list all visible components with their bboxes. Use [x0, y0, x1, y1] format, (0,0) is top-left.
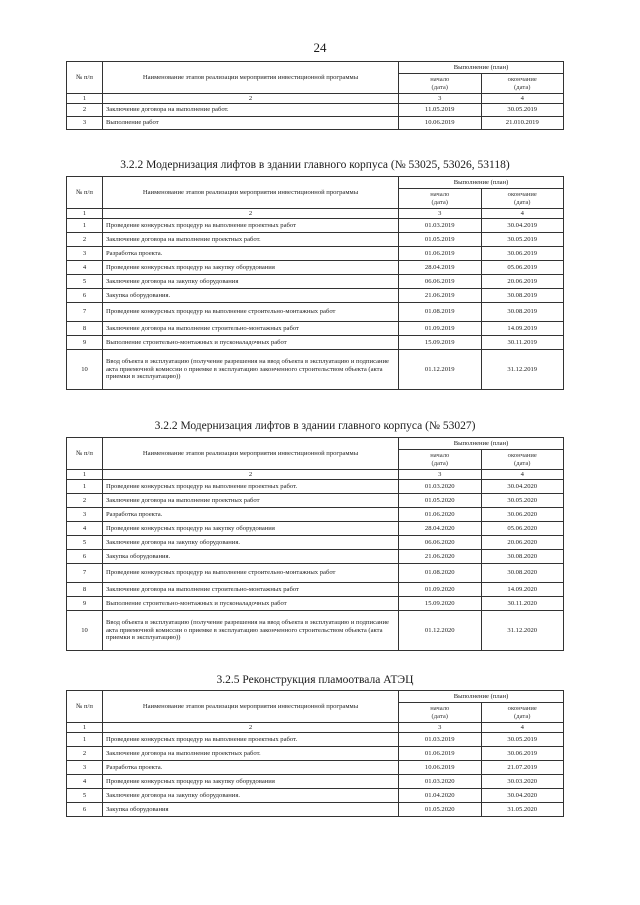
end-date: 21.07.2019	[481, 761, 564, 775]
table-row	[67, 117, 564, 130]
header-name: Наименование этапов реализации мероприятия инвестиционной программы	[103, 62, 399, 94]
stage-name: Выполнение работ	[103, 117, 399, 130]
stage-name: Проведение конкурсных процедур на закупку оборудования	[103, 522, 399, 536]
header-end-label: окончание	[507, 704, 537, 712]
end-date: 30.05.2019	[481, 733, 564, 747]
header-end	[481, 450, 564, 470]
row-number: 2	[67, 494, 103, 508]
column-number: 4	[481, 209, 564, 219]
table-row	[67, 233, 564, 247]
start-date: 01.12.2020	[399, 611, 482, 651]
header-start	[399, 189, 482, 209]
start-date: 01.03.2020	[399, 480, 482, 494]
header-start	[399, 74, 482, 94]
start-date: 28.04.2019	[399, 261, 482, 275]
stage-name: Заключение договора на выполнение строительно-монтажных работ	[103, 322, 399, 336]
column-number: 2	[103, 209, 399, 219]
row-number: 8	[67, 583, 103, 597]
stage-name: Заключение договора на выполнение проектных работ	[103, 494, 399, 508]
start-date: 01.03.2020	[399, 775, 482, 789]
end-date: 30.08.2020	[481, 564, 564, 583]
column-number-row	[67, 209, 564, 219]
row-number: 5	[67, 789, 103, 803]
end-date: 30.06.2019	[481, 747, 564, 761]
table-row	[67, 104, 564, 117]
column-number: 2	[103, 94, 399, 104]
table-row	[67, 275, 564, 289]
column-number: 2	[103, 470, 399, 480]
column-number: 3	[399, 723, 482, 733]
start-date: 01.12.2019	[399, 350, 482, 390]
start-date: 21.06.2020	[399, 550, 482, 564]
end-date: 20.06.2019	[481, 275, 564, 289]
end-date: 31.12.2019	[481, 350, 564, 390]
stage-name: Ввод объекта в эксплуатацию (получение разрешения на ввод объекта в эксплуатацию и подписание акта приемочной комиссии о приемке в эксплуатацию законченного строительством объекта (акта приемки в эксплуатацию))	[103, 350, 399, 390]
row-number: 5	[67, 536, 103, 550]
start-date: 01.09.2019	[399, 322, 482, 336]
start-date: 15.09.2020	[399, 597, 482, 611]
end-date: 30.11.2020	[481, 597, 564, 611]
row-number: 8	[67, 322, 103, 336]
header-end	[481, 189, 564, 209]
column-number: 1	[67, 209, 103, 219]
table-row	[67, 522, 564, 536]
table-row	[67, 583, 564, 597]
row-number: 9	[67, 597, 103, 611]
row-number: 1	[67, 219, 103, 233]
end-date: 21.010.2019	[481, 117, 564, 130]
header-name: Наименование этапов реализации мероприятия инвестиционной программы	[103, 438, 399, 470]
stage-name: Закупка оборудования.	[103, 550, 399, 564]
header-execution: Выполнение (план)	[399, 62, 564, 74]
table-row	[67, 494, 564, 508]
stage-name: Проведение конкурсных процедур на выполнение строительно-монтажных работ	[103, 303, 399, 322]
schedule-table-continued	[66, 61, 564, 130]
stage-name: Заключение договора на выполнение строительно-монтажных работ	[103, 583, 399, 597]
table-row	[67, 611, 564, 651]
header-end-label: окончание	[507, 190, 537, 198]
start-date: 01.05.2019	[399, 233, 482, 247]
column-number: 1	[67, 723, 103, 733]
row-number: 1	[67, 480, 103, 494]
row-number: 2	[67, 104, 103, 117]
table-row	[67, 803, 564, 817]
stage-name: Закупка оборудования.	[103, 289, 399, 303]
header-name: Наименование этапов реализации мероприятия инвестиционной программы	[103, 691, 399, 723]
row-number: 6	[67, 550, 103, 564]
header-name: Наименование этапов реализации мероприятия инвестиционной программы	[103, 177, 399, 209]
header-execution: Выполнение (план)	[399, 438, 564, 450]
header-end-date: (дата)	[514, 712, 531, 720]
header-end-label: окончание	[507, 75, 537, 83]
row-number: 9	[67, 336, 103, 350]
table-row	[67, 336, 564, 350]
end-date: 30.08.2019	[481, 289, 564, 303]
row-number: 5	[67, 275, 103, 289]
end-date: 30.06.2019	[481, 247, 564, 261]
end-date: 30.04.2020	[481, 480, 564, 494]
end-date: 30.06.2020	[481, 508, 564, 522]
stage-name: Проведение конкурсных процедур на закупку оборудования	[103, 775, 399, 789]
end-date: 30.08.2019	[481, 303, 564, 322]
end-date: 14.09.2020	[481, 583, 564, 597]
header-start-date: (дата)	[431, 459, 448, 467]
header-row	[67, 691, 564, 703]
table-row	[67, 508, 564, 522]
section-title-lifts-53025: 3.2.2 Модернизация лифтов в здании главного корпуса (№ 53025, 53026, 53118)	[120, 159, 510, 171]
start-date: 01.06.2019	[399, 247, 482, 261]
row-number: 6	[67, 289, 103, 303]
stage-name: Заключение договора на выполнение проектных работ.	[103, 747, 399, 761]
header-row	[67, 438, 564, 450]
table-row	[67, 289, 564, 303]
table-row	[67, 219, 564, 233]
column-number: 3	[399, 94, 482, 104]
row-number: 3	[67, 508, 103, 522]
header-start-label: начало	[430, 75, 450, 83]
row-number: 6	[67, 803, 103, 817]
stage-name: Проведение конкурсных процедур на закупку оборудования	[103, 261, 399, 275]
table-row	[67, 536, 564, 550]
table-row	[67, 733, 564, 747]
table-row	[67, 261, 564, 275]
table-row	[67, 747, 564, 761]
end-date: 05.06.2019	[481, 261, 564, 275]
header-start-date: (дата)	[431, 712, 448, 720]
table-row	[67, 789, 564, 803]
section-title-lifts-53027: 3.2.2 Модернизация лифтов в здании главного корпуса (№ 53027)	[154, 420, 476, 432]
schedule-table-lifts-53027	[66, 437, 564, 651]
header-end	[481, 703, 564, 723]
header-row	[67, 62, 564, 74]
table-row	[67, 775, 564, 789]
header-end-date: (дата)	[514, 198, 531, 206]
start-date: 11.05.2019	[399, 104, 482, 117]
header-row	[67, 177, 564, 189]
row-number: 3	[67, 761, 103, 775]
end-date: 30.03.2020	[481, 775, 564, 789]
stage-name: Проведение конкурсных процедур на выполнение строительно-монтажных работ	[103, 564, 399, 583]
stage-name: Проведение конкурсных процедур на выполнение проектных работ	[103, 219, 399, 233]
end-date: 30.05.2019	[481, 104, 564, 117]
column-number: 1	[67, 94, 103, 104]
header-num: № п/п	[67, 62, 103, 94]
table-row	[67, 480, 564, 494]
row-number: 10	[67, 611, 103, 651]
start-date: 06.06.2020	[399, 536, 482, 550]
table-row	[67, 322, 564, 336]
section-title-ash-dump: 3.2.5 Реконструкция пламоотвала АТЭЦ	[216, 674, 414, 686]
start-date: 10.06.2019	[399, 761, 482, 775]
header-end	[481, 74, 564, 94]
row-number: 3	[67, 117, 103, 130]
start-date: 01.04.2020	[399, 789, 482, 803]
header-start	[399, 450, 482, 470]
header-start	[399, 703, 482, 723]
page-number: 24	[313, 40, 327, 55]
end-date: 20.06.2020	[481, 536, 564, 550]
table-row	[67, 550, 564, 564]
row-number: 4	[67, 522, 103, 536]
table-row	[67, 761, 564, 775]
end-date: 31.12.2020	[481, 611, 564, 651]
end-date: 30.04.2020	[481, 789, 564, 803]
row-number: 3	[67, 247, 103, 261]
start-date: 01.05.2020	[399, 803, 482, 817]
column-number-row	[67, 723, 564, 733]
stage-name: Разработка проекта.	[103, 761, 399, 775]
table-row	[67, 597, 564, 611]
table-row	[67, 303, 564, 322]
start-date: 01.06.2019	[399, 747, 482, 761]
stage-name: Разработка проекта.	[103, 508, 399, 522]
end-date: 30.04.2019	[481, 219, 564, 233]
stage-name: Разработка проекта.	[103, 247, 399, 261]
header-start-label: начало	[430, 190, 450, 198]
row-number: 10	[67, 350, 103, 390]
start-date: 01.03.2019	[399, 733, 482, 747]
stage-name: Ввод объекта в эксплуатацию (получение разрешения на ввод объекта в эксплуатацию и подписание акта приемочной комиссии о приемке в эксплуатацию законченного строительством объекта (акта приемки в эксплуатацию))	[103, 611, 399, 651]
stage-name: Заключение договора на закупку оборудования.	[103, 536, 399, 550]
end-date: 30.08.2020	[481, 550, 564, 564]
row-number: 4	[67, 261, 103, 275]
column-number: 3	[399, 470, 482, 480]
table-row	[67, 564, 564, 583]
start-date: 01.06.2020	[399, 508, 482, 522]
column-number: 4	[481, 470, 564, 480]
header-end-date: (дата)	[514, 459, 531, 467]
schedule-table-ash-dump	[66, 690, 564, 817]
table-row	[67, 247, 564, 261]
start-date: 21.06.2019	[399, 289, 482, 303]
row-number: 2	[67, 233, 103, 247]
start-date: 10.06.2019	[399, 117, 482, 130]
end-date: 30.05.2020	[481, 494, 564, 508]
header-end-label: окончание	[507, 451, 537, 459]
start-date: 01.08.2019	[399, 303, 482, 322]
schedule-table-lifts-53025	[66, 176, 564, 390]
stage-name: Выполнение строительно-монтажных и пусконаладочных работ	[103, 597, 399, 611]
start-date: 06.06.2019	[399, 275, 482, 289]
row-number: 2	[67, 747, 103, 761]
stage-name: Заключение договора на выполнение проектных работ.	[103, 233, 399, 247]
header-start-label: начало	[430, 704, 450, 712]
stage-name: Проведение конкурсных процедур на выполнение проектных работ.	[103, 480, 399, 494]
header-num: № п/п	[67, 177, 103, 209]
row-number: 7	[67, 564, 103, 583]
stage-name: Закупка оборудования	[103, 803, 399, 817]
stage-name: Заключение договора на выполнение работ.	[103, 104, 399, 117]
start-date: 15.09.2019	[399, 336, 482, 350]
row-number: 7	[67, 303, 103, 322]
start-date: 01.09.2020	[399, 583, 482, 597]
end-date: 30.11.2019	[481, 336, 564, 350]
header-start-label: начало	[430, 451, 450, 459]
header-execution: Выполнение (план)	[399, 177, 564, 189]
header-execution: Выполнение (план)	[399, 691, 564, 703]
row-number: 1	[67, 733, 103, 747]
column-number: 1	[67, 470, 103, 480]
end-date: 30.05.2019	[481, 233, 564, 247]
column-number: 4	[481, 94, 564, 104]
column-number-row	[67, 470, 564, 480]
column-number: 3	[399, 209, 482, 219]
end-date: 05.06.2020	[481, 522, 564, 536]
stage-name: Проведение конкурсных процедур на выполнение проектных работ.	[103, 733, 399, 747]
header-start-date: (дата)	[431, 198, 448, 206]
header-num: № п/п	[67, 438, 103, 470]
stage-name: Заключение договора на закупку оборудования	[103, 275, 399, 289]
stage-name: Заключение договора на закупку оборудования.	[103, 789, 399, 803]
row-number: 4	[67, 775, 103, 789]
table-row	[67, 350, 564, 390]
header-start-date: (дата)	[431, 83, 448, 91]
stage-name: Выполнение строительно-монтажных и пусконаладочных работ	[103, 336, 399, 350]
column-number: 2	[103, 723, 399, 733]
end-date: 14.09.2019	[481, 322, 564, 336]
column-number: 4	[481, 723, 564, 733]
start-date: 28.04.2020	[399, 522, 482, 536]
column-number-row	[67, 94, 564, 104]
header-end-date: (дата)	[514, 83, 531, 91]
start-date: 01.05.2020	[399, 494, 482, 508]
start-date: 01.08.2020	[399, 564, 482, 583]
end-date: 31.05.2020	[481, 803, 564, 817]
header-num: № п/п	[67, 691, 103, 723]
start-date: 01.03.2019	[399, 219, 482, 233]
